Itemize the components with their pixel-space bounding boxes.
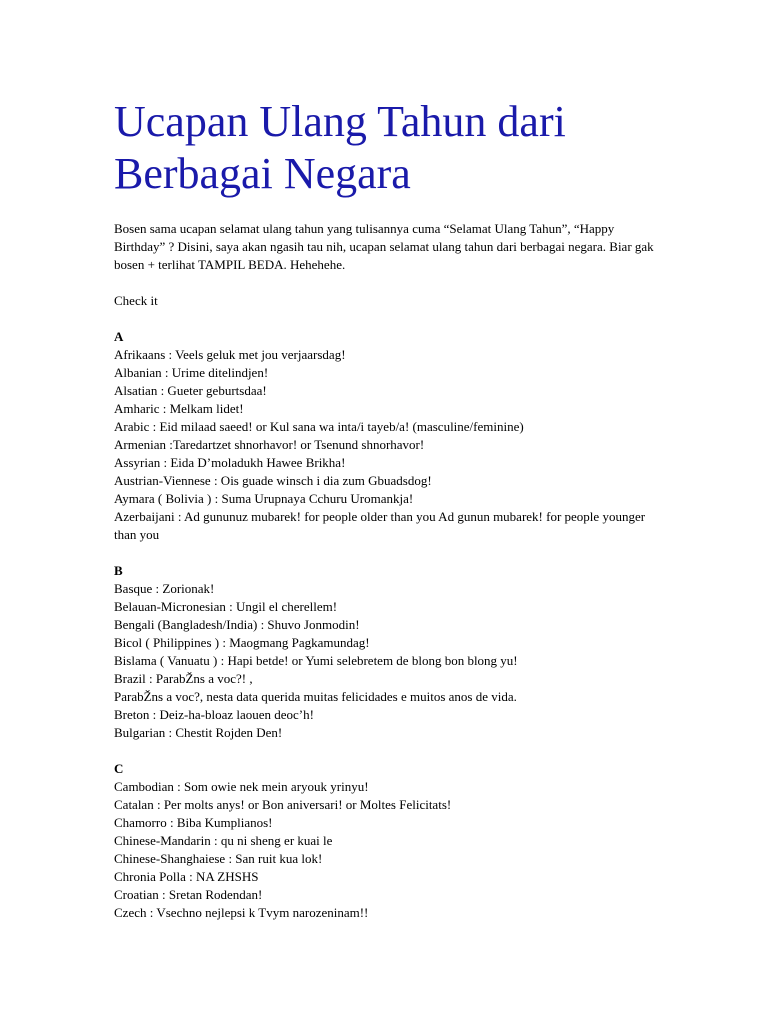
greeting-entry: Bicol ( Philippines ) : Maogmang Pagkamundag! <box>114 635 370 650</box>
greeting-entry: Afrikaans : Veels geluk met jou verjaarsdag! <box>114 347 346 362</box>
greeting-entry: Catalan : Per molts anys! or Bon aniversari! or Moltes Felicitats! <box>114 797 452 812</box>
section-letter: C <box>114 761 124 776</box>
section-a <box>114 328 654 544</box>
greeting-entry: Azerbaijani : Ad gununuz mubarek! for people older than you Ad gunun mubarek! for people younger than you <box>114 509 646 542</box>
greeting-entry: Aymara ( Bolivia ) : Suma Urupnaya Cchuru Uromankja! <box>114 491 414 506</box>
section-letter: B <box>114 563 123 578</box>
greeting-entry: Bislama ( Vanuatu ) : Hapi betde! or Yumi selebretem de blong bon blong yu! <box>114 653 518 668</box>
greeting-entry: Alsatian : Gueter geburtsdaa! <box>114 383 267 398</box>
greeting-entry: Brazil : ParabŽns a voc?! , <box>114 671 253 686</box>
greeting-entry: Chinese-Shanghaiese : San ruit kua lok! <box>114 851 323 866</box>
greeting-entry: Croatian : Sretan Rodendan! <box>114 887 263 902</box>
section-letter: A <box>114 329 124 344</box>
greeting-entry: Cambodian : Som owie nek mein aryouk yrinyu! <box>114 779 369 794</box>
greeting-entry: Assyrian : Eida D’moladukh Hawee Brikha! <box>114 455 346 470</box>
section-c <box>114 760 654 922</box>
document-page <box>114 96 654 940</box>
greeting-entry: Albanian : Urime ditelindjen! <box>114 365 269 380</box>
page-title: Ucapan Ulang Tahun dari Berbagai Negara <box>114 97 566 198</box>
greeting-entry: Czech : Vsechno nejlepsi k Tvym narozeninam!! <box>114 905 369 920</box>
greeting-entry: Arabic : Eid milaad saeed! or Kul sana wa inta/i tayeb/a! (masculine/feminine) <box>114 419 524 434</box>
greeting-entry: Amharic : Melkam lidet! <box>114 401 244 416</box>
greeting-entry: ParabŽns a voc?, nesta data querida muitas felicidades e muitos anos de vida. <box>114 689 517 704</box>
greeting-entry: Bengali (Bangladesh/India) : Shuvo Jonmodin! <box>114 617 360 632</box>
greeting-entry: Armenian :Taredartzet shnorhavor! or Tsenund shnorhavor! <box>114 437 425 452</box>
greeting-entry: Belauan-Micronesian : Ungil el cherellem! <box>114 599 338 614</box>
section-b <box>114 562 654 742</box>
greeting-entry: Basque : Zorionak! <box>114 581 215 596</box>
greeting-entry: Chamorro : Biba Kumplianos! <box>114 815 273 830</box>
greeting-entry: Breton : Deiz-ha-bloaz laouen deoc’h! <box>114 707 314 722</box>
check-it-text: Check it <box>114 293 158 308</box>
greeting-entry: Chronia Polla : NA ZHSHS <box>114 869 259 884</box>
greeting-entry: Bulgarian : Chestit Rojden Den! <box>114 725 283 740</box>
greeting-entry: Austrian-Viennese : Ois guade winsch i dia zum Gbuadsdog! <box>114 473 432 488</box>
greeting-entry: Chinese-Mandarin : qu ni sheng er kuai le <box>114 833 333 848</box>
intro-paragraph: Bosen sama ucapan selamat ulang tahun yang tulisannya cuma “Selamat Ulang Tahun”, “Happy Birthday” ? Disini, saya akan ngasih tau nih, ucapan selamat ulang tahun dari berbagai negara. Biar gak bosen + terlihat TAMPIL BEDA. Hehehehe. <box>114 221 654 272</box>
